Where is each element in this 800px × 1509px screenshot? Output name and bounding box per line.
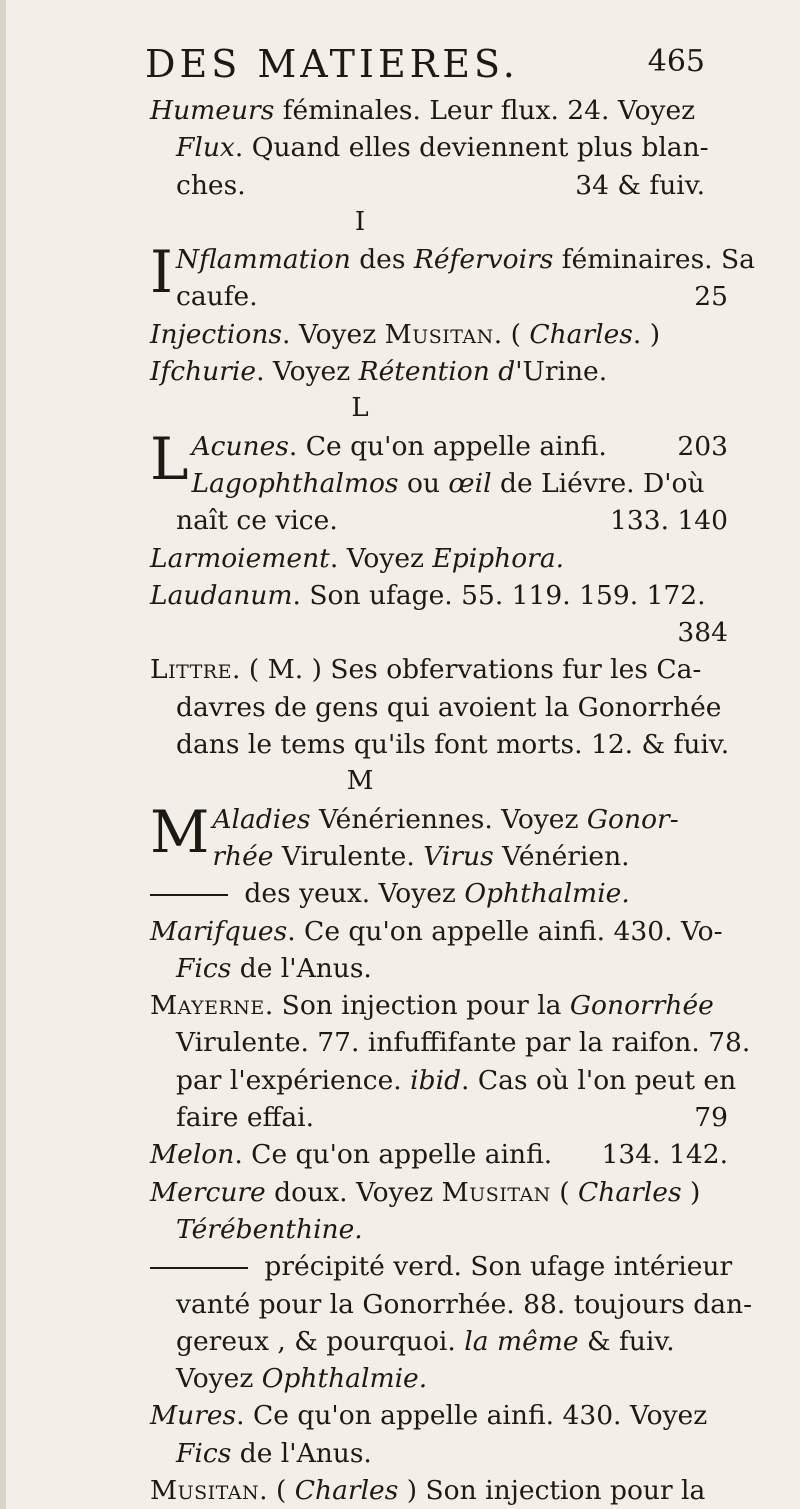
index-line xyxy=(150,689,740,726)
entry-text: de l'Anus. xyxy=(231,1437,372,1469)
entry-term: Réfervoirs xyxy=(413,244,554,276)
entry-text: de l'Anus. xyxy=(231,952,372,984)
entry-text: ou xyxy=(398,467,449,499)
index-line xyxy=(150,1323,740,1360)
drop-capital: I xyxy=(150,238,173,307)
index-line xyxy=(150,92,740,129)
entry-text: Virulente. xyxy=(273,840,424,872)
page-ref: 134. 142. xyxy=(601,1139,728,1171)
page-edge xyxy=(0,0,6,1509)
index-line xyxy=(150,1472,740,1509)
entry-term: Térébenthine. xyxy=(176,1213,363,1245)
section-letter-i: I xyxy=(354,206,366,237)
drop-capital: L xyxy=(150,424,189,493)
page-number: 465 xyxy=(647,44,705,79)
header-title: DES MATIERES. xyxy=(145,42,519,86)
author-name: Musitan xyxy=(150,1474,260,1506)
entry-term: Larmoiement xyxy=(150,542,330,574)
index-line xyxy=(150,950,740,987)
entry-term: Nflammation xyxy=(175,244,351,276)
entry-term: Rétention xyxy=(358,356,490,388)
entry-text: Virulente. 77. infuffifante par la raifon. 78. xyxy=(176,1027,751,1059)
index-line xyxy=(150,1211,740,1248)
entry-text: . Quand elles deviennent plus blan- xyxy=(234,132,709,164)
entry-text: . Ce qu'on appelle ainfi. xyxy=(288,430,607,462)
entry-text: . Cas où l'on peut en xyxy=(461,1064,737,1096)
entry-text: ) xyxy=(681,1176,701,1208)
entry-text: féminaires. Sa xyxy=(553,244,755,276)
entry-text: & fuiv. xyxy=(578,1325,675,1357)
index-line xyxy=(150,502,740,539)
index-line xyxy=(150,838,740,875)
entry-text: des yeux. Voyez xyxy=(236,878,465,910)
index-line xyxy=(150,1248,740,1285)
index-line xyxy=(150,987,740,1024)
entry-term: Fics xyxy=(176,1437,232,1469)
entry-term: Charles xyxy=(578,1176,682,1208)
page-ref: 203 xyxy=(677,430,728,462)
entry-text: des xyxy=(350,244,414,276)
entry-text: ) Son injection pour la xyxy=(398,1474,706,1506)
page-ref: 34 & fuiv. xyxy=(575,169,705,201)
entry-text: féminales. Leur flux. 24. Voyez xyxy=(274,95,696,126)
entry-term: Charles xyxy=(294,1474,399,1506)
entry-text: . ( xyxy=(259,1474,295,1506)
entry-text: naît ce vice. xyxy=(176,505,338,537)
index-line xyxy=(150,278,740,315)
entry-term: rhée xyxy=(212,840,274,872)
entry-text: Vénérien. xyxy=(493,840,630,872)
entry-term: Ophthalmie. xyxy=(464,878,630,910)
entry-term: Injections xyxy=(150,318,283,350)
entry-term: Melon xyxy=(150,1139,235,1171)
entry-term: Acunes xyxy=(191,430,289,462)
entry-term: Flux xyxy=(176,132,235,164)
entry-text: . ( xyxy=(493,318,530,350)
index-line xyxy=(150,1062,740,1099)
index-line xyxy=(150,167,740,204)
index-line xyxy=(150,614,740,651)
index-line xyxy=(150,1136,740,1173)
page-ref: 133. 140 xyxy=(609,505,728,537)
section-letter-m: M xyxy=(346,766,374,797)
entry-text: . ) xyxy=(632,318,661,350)
entry-term: Ophthalmie. xyxy=(261,1363,428,1395)
index-line xyxy=(150,651,740,688)
index-line xyxy=(150,540,740,577)
page-ref: 79 xyxy=(694,1102,728,1134)
entry-text: précipité verd. Son ufage intérieur xyxy=(256,1251,733,1283)
entry-term: Gonor- xyxy=(586,803,679,835)
index-line xyxy=(150,1360,740,1397)
index-line xyxy=(150,1174,740,1211)
page-ref: 384 xyxy=(677,617,728,649)
entry-text: vanté pour la Gonorrhée. 88. toujours dan- xyxy=(176,1288,753,1320)
index-line xyxy=(150,1435,740,1472)
entry-term: Charles xyxy=(529,318,633,350)
index-line xyxy=(150,1286,753,1323)
entry-text: . Son injection pour la xyxy=(264,990,570,1022)
index-line xyxy=(150,316,740,353)
entry-term: la même xyxy=(464,1325,579,1357)
index-line xyxy=(150,726,740,763)
entry-text: . Ce qu'on appelle ainfi. xyxy=(234,1139,553,1171)
entry-text: Urine. xyxy=(522,356,608,388)
entry-text: caufe. xyxy=(176,281,258,313)
entry-text: davres de gens qui avoient la Gonorrhée xyxy=(176,691,722,723)
ditto-dash xyxy=(150,1267,248,1269)
author-name: Littre xyxy=(150,654,232,686)
index-line xyxy=(150,1099,740,1136)
index-line xyxy=(150,913,740,950)
entry-term: ibid xyxy=(410,1064,462,1096)
index-line xyxy=(150,1397,740,1434)
index-line xyxy=(150,577,740,614)
running-header xyxy=(145,42,705,86)
entry-term: Ifchurie xyxy=(150,356,257,388)
entry-text: ches. xyxy=(176,169,246,201)
entry-term: Epiphora. xyxy=(432,542,565,574)
section-letter-l: L xyxy=(351,393,369,424)
entry-text: . Voyez xyxy=(282,318,385,350)
entry-term: Gonorrhée xyxy=(569,990,714,1022)
entry-term: d' xyxy=(489,356,523,388)
entry-term: Marifques xyxy=(150,915,288,947)
entry-text: . Voyez xyxy=(329,542,433,574)
entry-text: . Voyez xyxy=(256,356,359,388)
index-line xyxy=(150,465,740,502)
entry-term: Lagophthalmos xyxy=(191,467,399,499)
ditto-dash xyxy=(150,894,228,896)
entry-term: Aladies xyxy=(212,803,311,835)
entry-text: dans le tems qu'ils font morts. 12. & fuiv. xyxy=(176,729,730,761)
author-name: Musitan xyxy=(441,1176,551,1208)
author-name: Musitan xyxy=(384,318,494,350)
entry-text: doux. Voyez xyxy=(265,1176,442,1208)
entry-text: . Ce qu'on appelle ainfi. 430. Voyez xyxy=(236,1400,708,1432)
entry-text: . ( M. ) Ses obfervations fur les Ca- xyxy=(231,654,702,686)
entry-term: Humeurs xyxy=(150,95,275,126)
entry-text: . Ce qu'on appelle ainfi. 430. Vo- xyxy=(287,915,723,947)
entry-term: Mercure xyxy=(150,1176,266,1208)
index-line xyxy=(150,129,740,166)
index-line xyxy=(150,353,740,390)
entry-term: Laudanum xyxy=(150,579,293,611)
entry-text: Vénériennes. Voyez xyxy=(310,803,587,835)
entry-text: . Son ufage. 55. 119. 159. 172. xyxy=(292,579,706,611)
entry-term: Mures xyxy=(150,1400,237,1432)
entry-term: Virus xyxy=(423,840,494,872)
entry-text: gereux , & pourquoi. xyxy=(176,1325,465,1357)
entry-text: faire effai. xyxy=(176,1102,315,1134)
author-name: Mayerne xyxy=(150,990,265,1022)
entry-term: œil xyxy=(448,467,492,499)
entry-term: Fics xyxy=(176,952,232,984)
page-ref: 25 xyxy=(694,281,728,313)
index-line xyxy=(150,875,740,912)
index-text xyxy=(150,92,755,1509)
index-line xyxy=(150,1024,751,1061)
drop-capital: M xyxy=(150,797,210,866)
entry-text: par l'expérience. xyxy=(176,1064,411,1096)
entry-text: Voyez xyxy=(176,1363,262,1395)
entry-text: ( xyxy=(550,1176,578,1208)
entry-text: de Liévre. D'où xyxy=(491,467,705,499)
